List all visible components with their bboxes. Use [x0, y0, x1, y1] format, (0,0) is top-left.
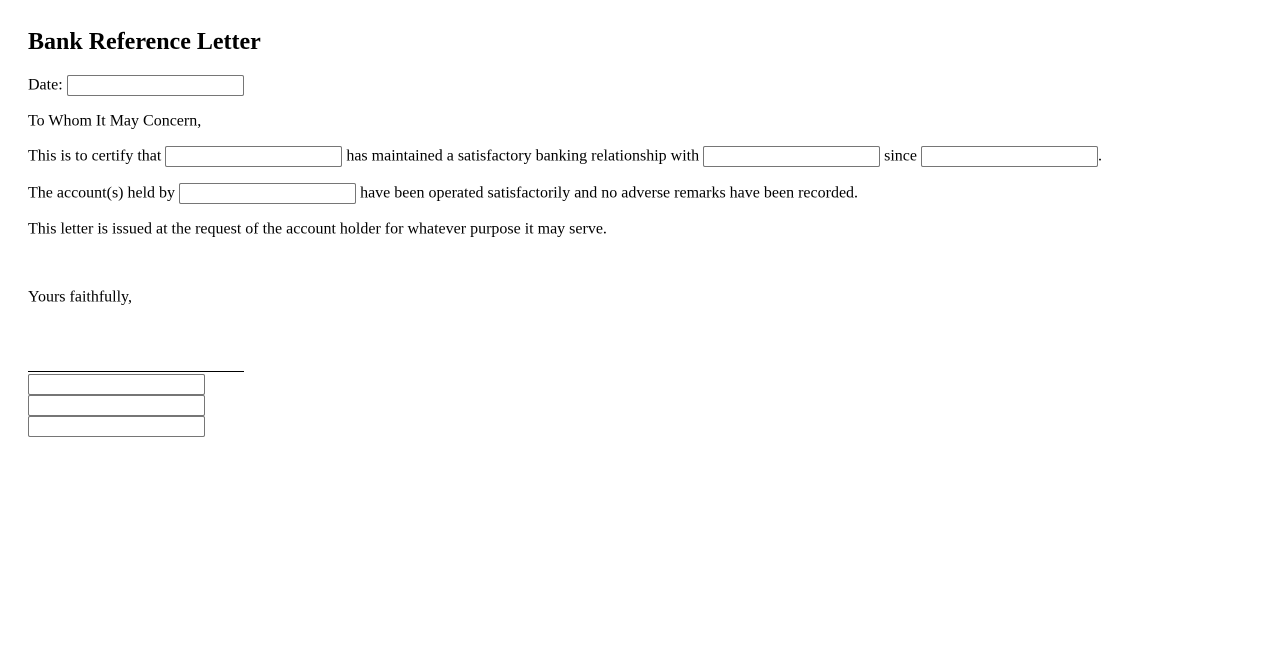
certify-line [28, 145, 1102, 167]
accounts-suffix-text: have been operated satisfactorily and no adverse remarks have been recorded. [360, 184, 859, 202]
signatory-bank-input[interactable] [28, 416, 205, 437]
page-title: Bank Reference Letter [28, 29, 261, 55]
signatory-title-input[interactable] [28, 395, 205, 416]
closing-line [28, 286, 132, 308]
date-line [28, 74, 248, 96]
accounts-line [28, 182, 858, 204]
bank-name-input[interactable] [703, 146, 880, 167]
accounts-holder-input[interactable] [179, 183, 356, 204]
account-holder-input[interactable] [165, 146, 342, 167]
accounts-prefix-text: The account(s) held by [28, 184, 176, 202]
certify-end-text: . [1097, 147, 1102, 165]
since-date-input[interactable] [921, 146, 1098, 167]
date-input[interactable] [67, 75, 244, 96]
salutation-text: To Whom It May Concern, [28, 112, 202, 130]
date-label: Date: [28, 76, 63, 94]
closing-text: Yours faithfully, [28, 288, 133, 306]
signature-line [28, 371, 244, 372]
certify-middle-text: has maintained a satisfactory banking relationship with [346, 147, 700, 165]
issued-text: This letter is issued at the request of the account holder for whatever purpose it may serve. [28, 220, 607, 238]
signatory-name-input[interactable] [28, 374, 205, 395]
salutation-line [28, 110, 201, 132]
certify-prefix-text: This is to certify that [28, 147, 162, 165]
certify-since-text: since [884, 147, 917, 165]
issued-line [28, 218, 607, 240]
